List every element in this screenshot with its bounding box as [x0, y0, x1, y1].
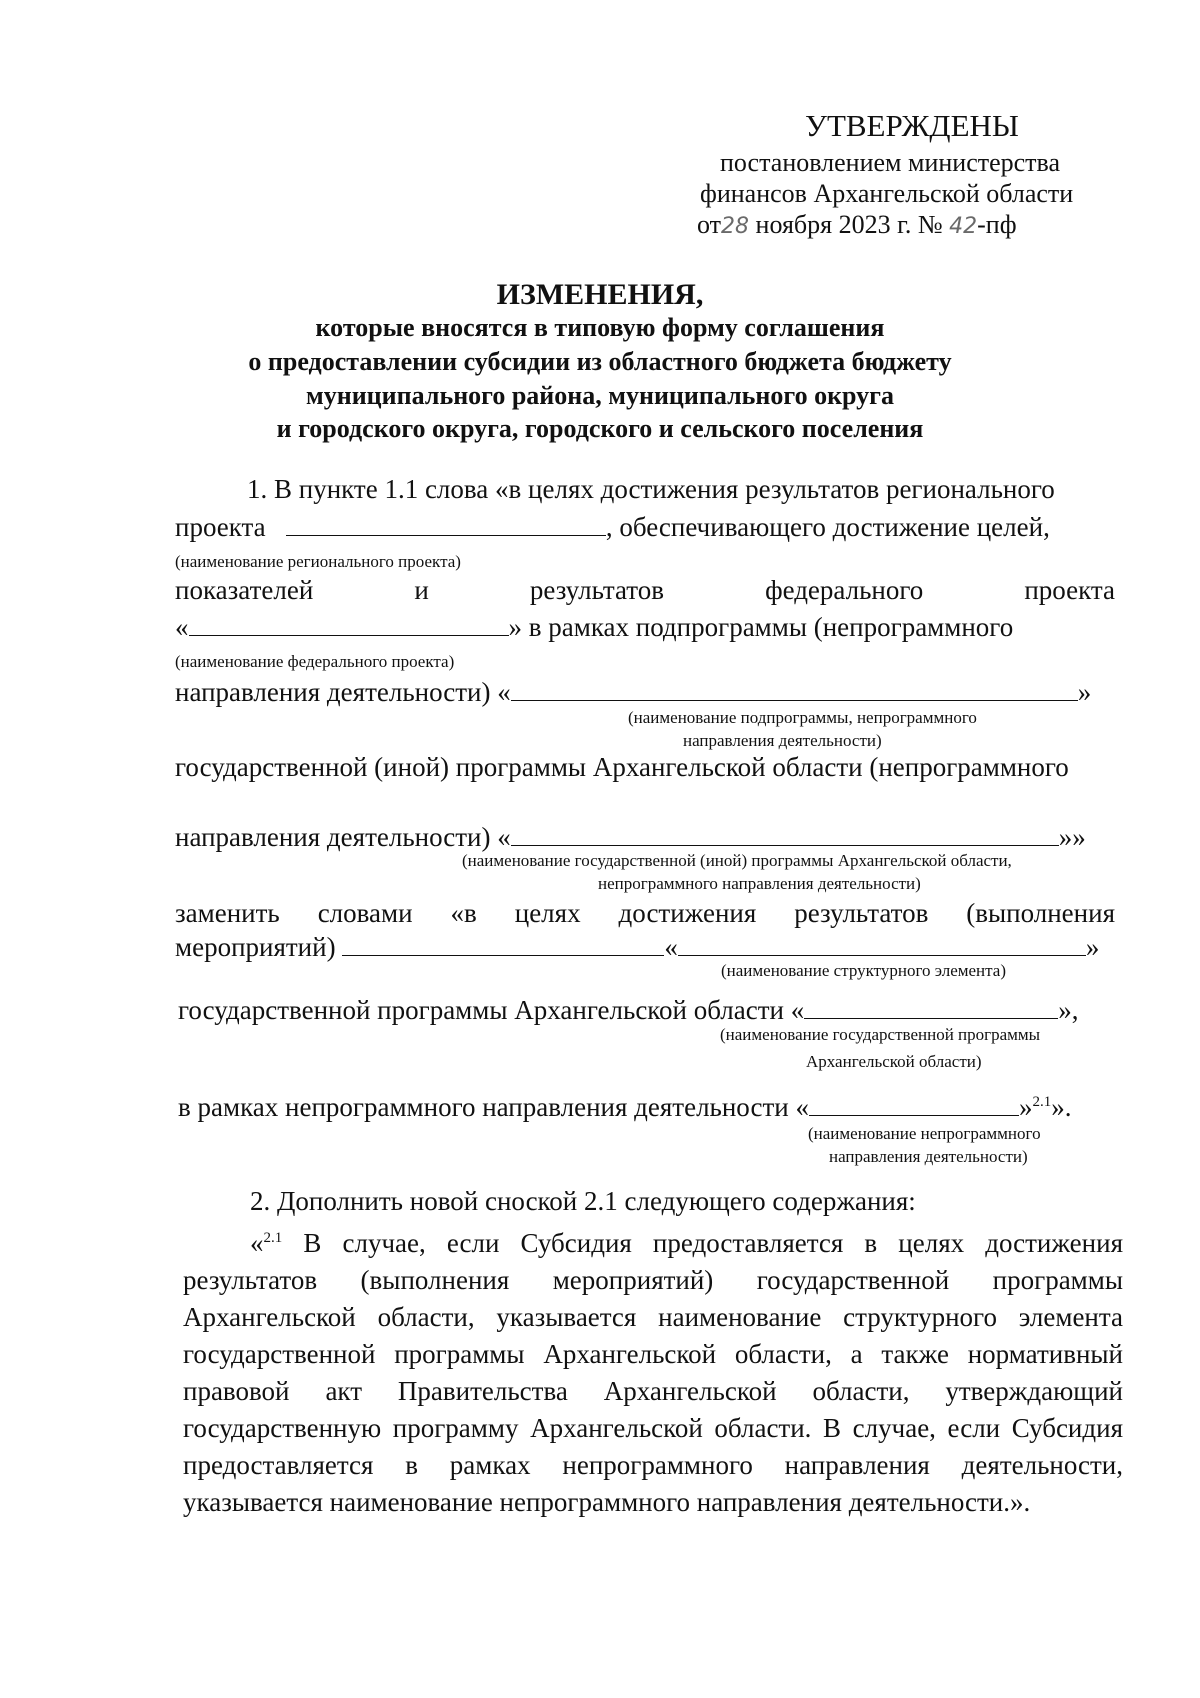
- s1-line-4: [175, 612, 1013, 643]
- s2-footnote-paragraph: [183, 1220, 1123, 1521]
- s1-l4-quote: «: [175, 612, 189, 642]
- structural-element-blank: [678, 933, 1086, 956]
- title-line-3: муниципального района, муниципального округа: [306, 381, 894, 410]
- s1-line-1: 1. В пункте 1.1 слова «в целях достижения результатов регионального: [247, 474, 1055, 504]
- regional-project-blank: [286, 513, 606, 536]
- caption-subprogram-2: направления деятельности): [683, 731, 882, 750]
- subprogram-blank: [511, 678, 1078, 701]
- handwritten-day: 28: [721, 214, 750, 239]
- caption-state-program-name-2: Архангельской области): [806, 1052, 982, 1071]
- s1-line-10: [178, 995, 1079, 1026]
- caption-non-program-1: (наименование непрограммного: [808, 1124, 1041, 1143]
- s1-l2-rest: , обеспечивающего достижение целей,: [605, 512, 1050, 542]
- s1-l7-quote: »»: [1058, 822, 1086, 852]
- s1-l10-text: государственной программы Архангельской области «: [178, 995, 805, 1025]
- s1-line-2: [175, 512, 1050, 543]
- measures-blank: [342, 933, 664, 956]
- s1-l5-quote: »: [1077, 677, 1092, 707]
- caption-structural-element: (наименование структурного элемента): [721, 961, 1006, 980]
- s2-footnote-body: В случае, если Субсидия предоставляется в целях достижения результатов (выполнения мероприятий) государственной программы Архангельской области, указывается наименование структурного элемента государственной программы Архангельской области, а также нормативный правовой акт Правительства Архангельской области, утверждающий государственную программу Архангельской области. В случае, если Субсидия предоставляется в рамках непрограммного направления деятельности, указывается наименование непрограммного направления деятельности.».: [183, 1228, 1123, 1517]
- s1-l9-text: мероприятий): [175, 932, 336, 962]
- s1-line-11: [178, 1092, 1071, 1123]
- s2-quote-open: «: [250, 1228, 264, 1258]
- approved-line-2: финансов Архангельской области: [700, 179, 1074, 208]
- s1-line-3: показателей и результатов федерального проекта: [175, 575, 1115, 605]
- handwritten-number: 42: [949, 214, 978, 239]
- s1-l4-rest: » в рамках подпрограммы (непрограммного: [508, 612, 1014, 642]
- s2-heading: 2. Дополнить новой сноской 2.1 следующего содержания:: [250, 1186, 916, 1216]
- title-line-4: и городского округа, городского и сельского поселения: [276, 414, 924, 443]
- approved-line-1: постановлением министерства: [720, 148, 1061, 177]
- s1-l5-text: направления деятельности) «: [175, 677, 511, 707]
- s1-line-9: [175, 932, 1099, 963]
- s1-line-8: заменить словами «в целях достижения результатов (выполнения: [175, 898, 1115, 928]
- non-program-blank: [809, 1093, 1019, 1116]
- caption-non-program-2: направления деятельности): [829, 1147, 1028, 1166]
- s1-line-5: [175, 677, 1091, 708]
- s1-l11-text: в рамках непрограммного направления деятельности «: [178, 1092, 809, 1122]
- approved-stamp: УТВЕРЖДЕНЫ: [805, 108, 1019, 143]
- approved-date-line: [697, 210, 1017, 240]
- s2-footnote-mark: 2.1: [263, 1230, 283, 1246]
- document-title: ИЗМЕНЕНИЯ,: [496, 278, 704, 311]
- s1-line-6: государственной (иной) программы Архангельской области (непрограммного: [175, 752, 1069, 782]
- s1-l11-quote: »: [1018, 1092, 1033, 1122]
- s2-footnote-text: [183, 1220, 1123, 1521]
- footnote-ref-2-1: 2.1: [1032, 1094, 1052, 1110]
- caption-state-program-2: непрограммного направления деятельности): [598, 874, 921, 893]
- s1-l10-quote: »,: [1058, 995, 1079, 1025]
- caption-regional-project: (наименование регионального проекта): [175, 552, 461, 571]
- s1-line-7: [175, 822, 1086, 853]
- date-middle: ноября 2023 г. №: [755, 210, 943, 239]
- s1-l2-word: проекта: [175, 512, 266, 542]
- state-program-blank: [511, 823, 1059, 846]
- federal-project-blank: [189, 613, 509, 636]
- caption-federal-project: (наименование федерального проекта): [175, 652, 455, 671]
- s1-l11-end: ».: [1051, 1092, 1072, 1122]
- title-line-2: о предоставлении субсидии из областного бюджета бюджету: [248, 347, 952, 376]
- date-prefix: от: [697, 210, 722, 239]
- title-line-1: которые вносятся в типовую форму соглашения: [315, 313, 885, 342]
- caption-state-program-name-1: (наименование государственной программы: [720, 1025, 1041, 1044]
- s1-l9-quote-open: «: [664, 932, 678, 962]
- s1-l7-text: направления деятельности) «: [175, 822, 511, 852]
- doc-suffix: -пф: [977, 210, 1017, 239]
- s1-l9-quote-close: »: [1085, 932, 1100, 962]
- caption-subprogram-1: (наименование подпрограммы, непрограммного: [628, 708, 977, 727]
- caption-state-program-1: (наименование государственной (иной) программы Архангельской области,: [462, 851, 1012, 870]
- state-program-name-blank: [804, 996, 1058, 1019]
